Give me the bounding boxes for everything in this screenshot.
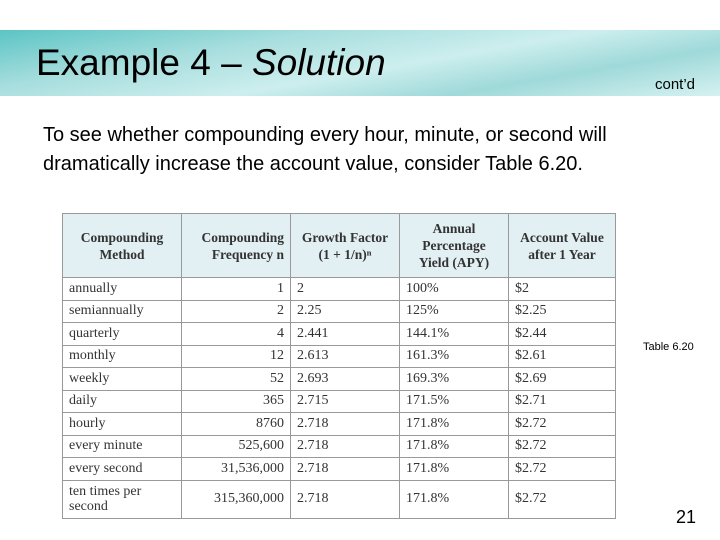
table-cell: quarterly [63, 323, 182, 346]
table-cell: daily [63, 390, 182, 413]
table-cell: annually [63, 278, 182, 301]
table-cell: $2.25 [509, 300, 616, 323]
table-cell: 2 [182, 300, 291, 323]
contd-label: cont’d [655, 76, 696, 93]
table-caption: Table 6.20 [643, 341, 694, 353]
table-cell: $2.72 [509, 413, 616, 436]
table-cell: 2.718 [291, 458, 400, 481]
table-cell: every second [63, 458, 182, 481]
table-row [63, 345, 616, 368]
table-cell: 365 [182, 390, 291, 413]
table-row [63, 413, 616, 436]
table-cell: 31,536,000 [182, 458, 291, 481]
table-cell: 171.5% [400, 390, 509, 413]
table-cell: 2.441 [291, 323, 400, 346]
table-cell: hourly [63, 413, 182, 436]
table-cell: weekly [63, 368, 182, 391]
table-cell: 171.8% [400, 458, 509, 481]
page-number: 21 [676, 507, 697, 527]
table-cell: $2.61 [509, 345, 616, 368]
table-cell: $2.72 [509, 480, 616, 518]
table-cell: $2.72 [509, 435, 616, 458]
table-cell: 2.718 [291, 413, 400, 436]
table-cell: $2 [509, 278, 616, 301]
table-cell: 2.718 [291, 435, 400, 458]
table-cell: semiannually [63, 300, 182, 323]
table-row [63, 390, 616, 413]
table-cell: 2.693 [291, 368, 400, 391]
table-cell: 2.613 [291, 345, 400, 368]
table-cell: 169.3% [400, 368, 509, 391]
table-cell: $2.72 [509, 458, 616, 481]
table-row [63, 278, 616, 301]
table-cell: 171.8% [400, 435, 509, 458]
table-cell: 144.1% [400, 323, 509, 346]
table-row [63, 300, 616, 323]
table-cell: 1 [182, 278, 291, 301]
table-row [63, 323, 616, 346]
compounding-table [62, 213, 616, 519]
title-main: Example 4 – [36, 42, 252, 83]
table-cell: 4 [182, 323, 291, 346]
table-cell: $2.44 [509, 323, 616, 346]
table-row [63, 368, 616, 391]
table-cell: $2.71 [509, 390, 616, 413]
table-cell: 125% [400, 300, 509, 323]
table-cell: every minute [63, 435, 182, 458]
table-cell: 2.25 [291, 300, 400, 323]
table-cell: 525,600 [182, 435, 291, 458]
table-cell: 2.715 [291, 390, 400, 413]
column-header: Annual Percentage Yield (APY) [400, 214, 509, 278]
table-cell: monthly [63, 345, 182, 368]
table-cell: 171.8% [400, 413, 509, 436]
table-cell: 100% [400, 278, 509, 301]
table-row [63, 458, 616, 481]
column-header: Account Value after 1 Year [509, 214, 616, 278]
table-row [63, 480, 616, 518]
table-cell: 171.8% [400, 480, 509, 518]
table-cell: 12 [182, 345, 291, 368]
table-cell: 315,360,000 [182, 480, 291, 518]
table-cell: 8760 [182, 413, 291, 436]
column-header: Growth Factor (1 + 1/n)ⁿ [291, 214, 400, 278]
table-cell: ten times per second [63, 480, 182, 518]
table-cell: 52 [182, 368, 291, 391]
table-cell: $2.69 [509, 368, 616, 391]
slide-title [36, 42, 386, 84]
column-header: Compounding Frequency n [182, 214, 291, 278]
table-cell: 2.718 [291, 480, 400, 518]
table-cell: 2 [291, 278, 400, 301]
title-italic: Solution [251, 42, 386, 83]
table-cell: 161.3% [400, 345, 509, 368]
body-text: To see whether compounding every hour, minute, or second will dramatically increase the account value, consider Table 6.20. [43, 124, 607, 175]
column-header: Compounding Method [63, 214, 182, 278]
table-row [63, 435, 616, 458]
